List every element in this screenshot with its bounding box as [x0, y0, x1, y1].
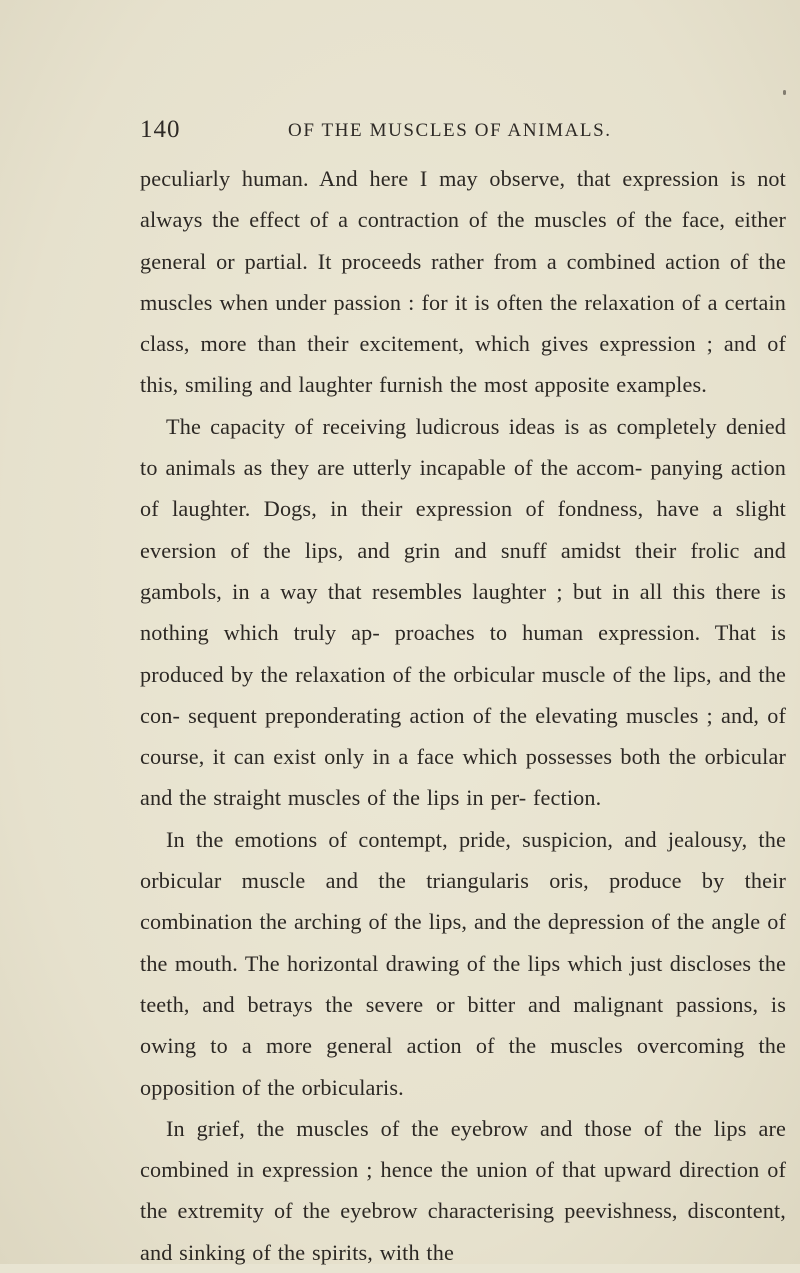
paragraph-2: The capacity of receiving ludicrous ideas is as completely denied to animals as they are utterly incapable of the accom- panying action of laughter. Dogs, in their expression of fondness, have a slight eversion of the lips, and grin and snuff amidst their frolic and gambols, in a way that resembles laughter ; but in all this there is nothing which truly ap- proaches to human expression. That is produced by the relaxation of the orbicular muscle of the lips, and the con- sequent preponderating action of the elevating muscles ; and, of course, it can exist only in a face which possesses both the orbicular and the straight muscles of the lips in per- fection. [140, 413, 786, 811]
paragraph-3: In the emotions of contempt, pride, suspicion, and jealousy, the orbicular muscle and the triangularis oris, produce by their combination the arching of the lips, and the depression of the angle of the mouth. The horizontal drawing of the lips which just discloses the teeth, and betrays the severe or bitter and malignant passions, is owing to a more general action of the muscles overcoming the opposition of the orbicularis. [140, 826, 786, 1100]
page-number: 140 [140, 116, 181, 143]
paragraph-4: In grief, the muscles of the eyebrow and those of the lips are combined in expression ; hence the union of that upward direction of the extremity of the eyebrow characterising peevishness, discontent, and sinking of the spirits, with the [140, 1115, 786, 1265]
body-text [140, 158, 786, 1273]
running-head [140, 116, 800, 146]
paragraph-1: peculiarly human. And here I may observe, that expression is not always the effect of a contraction of the muscles of the face, either general or partial. It proceeds rather from a combined action of the muscles when under passion : for it is often the relaxation of a certain class, more than their excitement, which gives expression ; and of this, smiling and laughter furnish the most apposite examples. [140, 166, 786, 398]
paper-speck [783, 90, 786, 95]
running-title: OF THE MUSCLES OF ANIMALS. [288, 120, 612, 141]
